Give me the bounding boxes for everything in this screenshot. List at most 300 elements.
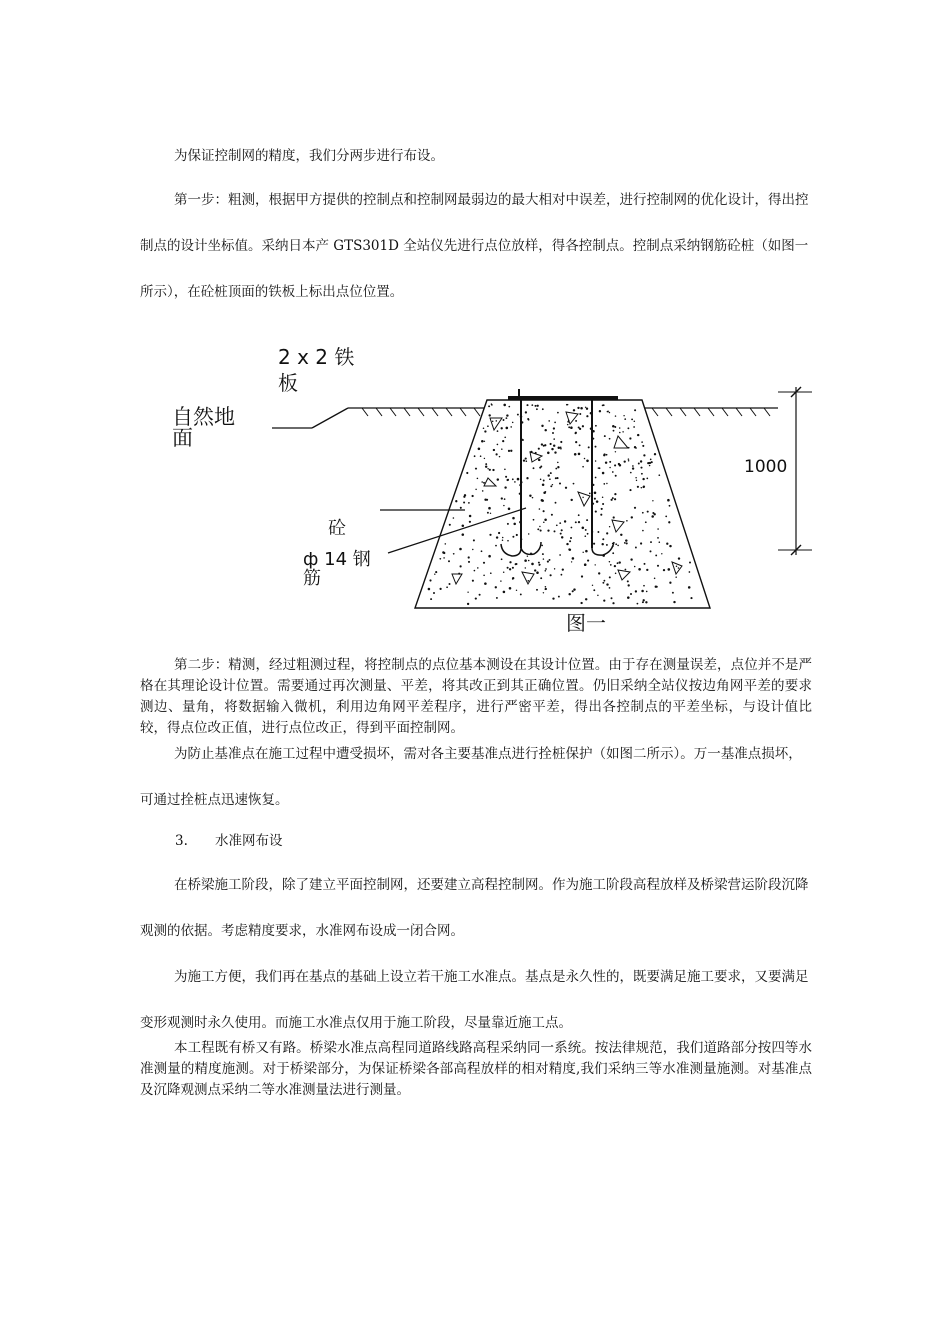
concrete-dot bbox=[488, 405, 490, 407]
concrete-dot bbox=[497, 478, 499, 480]
concrete-dot bbox=[572, 557, 575, 560]
section-number: 3. bbox=[175, 833, 188, 849]
concrete-dot bbox=[632, 467, 634, 469]
concrete-dot bbox=[482, 490, 484, 492]
concrete-dot bbox=[556, 524, 558, 526]
concrete-dot bbox=[490, 513, 491, 514]
concrete-dot bbox=[602, 538, 604, 540]
concrete-dot bbox=[541, 499, 544, 502]
concrete-dot bbox=[623, 415, 624, 416]
concrete-dot bbox=[585, 529, 587, 531]
concrete-dot bbox=[649, 465, 651, 467]
concrete-dot bbox=[548, 420, 550, 422]
concrete-dot bbox=[513, 523, 516, 526]
concrete-dot bbox=[658, 474, 660, 476]
concrete-dot bbox=[503, 572, 504, 573]
concrete-dot bbox=[582, 497, 583, 498]
concrete-dot bbox=[471, 495, 473, 497]
concrete-dot bbox=[525, 458, 527, 460]
concrete-dot bbox=[536, 571, 539, 574]
concrete-dot bbox=[642, 445, 644, 447]
concrete-dot bbox=[542, 408, 544, 410]
concrete-dot bbox=[541, 545, 543, 547]
concrete-dot bbox=[509, 587, 512, 590]
concrete-dot bbox=[589, 493, 591, 495]
concrete-dot bbox=[634, 409, 636, 411]
concrete-dot bbox=[508, 406, 510, 408]
concrete-dot bbox=[537, 528, 539, 530]
concrete-dot bbox=[553, 438, 555, 440]
concrete-dot bbox=[663, 569, 665, 571]
concrete-dot bbox=[527, 580, 529, 582]
concrete-dot bbox=[520, 593, 522, 595]
concrete-dot bbox=[612, 425, 615, 428]
concrete-dot bbox=[500, 580, 501, 581]
concrete-dot bbox=[626, 520, 628, 522]
concrete-dot bbox=[442, 551, 444, 553]
concrete-dot bbox=[628, 584, 630, 586]
concrete-dot bbox=[619, 561, 621, 563]
concrete-dot bbox=[575, 420, 577, 422]
concrete-dot bbox=[561, 574, 563, 576]
section-heading bbox=[175, 829, 283, 849]
concrete-dot bbox=[540, 530, 542, 532]
concrete-dot bbox=[586, 415, 588, 417]
concrete-dot bbox=[565, 487, 567, 489]
concrete-dot bbox=[627, 580, 629, 582]
concrete-dot bbox=[612, 602, 614, 604]
concrete-dot bbox=[501, 558, 503, 560]
concrete-dot bbox=[487, 468, 488, 469]
concrete-dot bbox=[469, 521, 471, 523]
concrete-dot bbox=[545, 568, 547, 570]
concrete-dot bbox=[628, 460, 630, 462]
concrete-dot bbox=[644, 563, 646, 565]
concrete-dot bbox=[475, 598, 477, 600]
concrete-dot bbox=[624, 542, 626, 544]
concrete-dot bbox=[570, 499, 572, 501]
concrete-dot bbox=[646, 569, 648, 571]
concrete-dot bbox=[631, 418, 633, 420]
concrete-dot bbox=[541, 425, 543, 427]
concrete-dot bbox=[507, 540, 509, 542]
concrete-dot bbox=[433, 592, 435, 594]
concrete-dot bbox=[675, 576, 677, 578]
concrete-dot bbox=[538, 459, 541, 462]
concrete-dot bbox=[525, 411, 527, 413]
concrete-dot bbox=[669, 545, 671, 547]
concrete-dot bbox=[573, 483, 575, 485]
concrete-dot bbox=[435, 571, 437, 573]
concrete-dot bbox=[528, 560, 530, 562]
concrete-dot bbox=[629, 489, 631, 491]
concrete-dot bbox=[568, 426, 570, 428]
concrete-dot bbox=[624, 418, 626, 420]
concrete-dot bbox=[517, 414, 519, 416]
concrete-dot bbox=[657, 565, 659, 567]
concrete-dot bbox=[510, 426, 512, 428]
concrete-dot bbox=[495, 545, 497, 547]
concrete-dot bbox=[488, 555, 491, 558]
concrete-dot bbox=[503, 404, 506, 407]
concrete-dot bbox=[654, 513, 656, 515]
concrete-dot bbox=[689, 571, 691, 573]
concrete-dot bbox=[613, 516, 615, 518]
concrete-dot bbox=[449, 524, 451, 526]
concrete-dot bbox=[492, 421, 493, 422]
concrete-dot bbox=[630, 472, 632, 474]
concrete-dot bbox=[647, 462, 649, 464]
concrete-dot bbox=[474, 455, 476, 457]
concrete-dot bbox=[503, 591, 506, 594]
concrete-dot bbox=[637, 603, 639, 605]
concrete-dot bbox=[568, 593, 570, 595]
concrete-dot bbox=[481, 481, 483, 483]
concrete-dot bbox=[625, 569, 627, 571]
plate-label-2: 板 bbox=[278, 371, 298, 395]
concrete-dot bbox=[634, 507, 636, 509]
concrete-dot bbox=[606, 483, 607, 484]
concrete-dot bbox=[666, 543, 668, 545]
concrete-dot bbox=[483, 482, 485, 484]
concrete-dot bbox=[612, 471, 614, 473]
concrete-dot bbox=[509, 568, 511, 570]
concrete-dot bbox=[551, 448, 553, 450]
concrete-dot bbox=[523, 459, 525, 461]
concrete-dot bbox=[443, 557, 445, 559]
concrete-dot bbox=[472, 549, 473, 550]
concrete-dot bbox=[604, 435, 606, 437]
concrete-dot bbox=[688, 586, 691, 589]
concrete-dot bbox=[453, 553, 455, 555]
concrete-dot bbox=[603, 483, 605, 485]
concrete-dot bbox=[595, 564, 596, 565]
concrete-dot bbox=[606, 532, 608, 534]
concrete-dot bbox=[627, 427, 629, 429]
concrete-dot bbox=[641, 441, 643, 443]
concrete-dot bbox=[496, 536, 498, 538]
concrete-dot bbox=[651, 461, 653, 463]
concrete-dot bbox=[531, 404, 533, 406]
concrete-dot bbox=[483, 428, 485, 430]
concrete-dot bbox=[582, 466, 584, 468]
concrete-dot bbox=[509, 561, 511, 563]
concrete-dot bbox=[554, 422, 556, 424]
concrete-dot bbox=[668, 500, 670, 502]
concrete-dot bbox=[552, 597, 554, 599]
concrete-dot bbox=[619, 432, 621, 434]
concrete-dot bbox=[609, 461, 611, 463]
concrete-dot bbox=[504, 486, 506, 488]
concrete-dot bbox=[489, 534, 491, 536]
concrete-dot bbox=[595, 446, 597, 448]
concrete-dot bbox=[603, 404, 605, 406]
concrete-dot bbox=[689, 562, 691, 564]
concrete-dot bbox=[497, 430, 499, 432]
concrete-dot bbox=[582, 552, 583, 553]
concrete-dot bbox=[642, 601, 644, 603]
concrete-dot bbox=[585, 598, 587, 600]
concrete-dot bbox=[640, 542, 642, 544]
concrete-dot bbox=[488, 414, 490, 416]
concrete-dot bbox=[506, 414, 508, 416]
concrete-dot bbox=[569, 540, 571, 542]
concrete-dot bbox=[544, 519, 547, 522]
concrete-dot bbox=[543, 491, 546, 494]
concrete-dot bbox=[541, 443, 543, 445]
concrete-dot bbox=[469, 515, 472, 518]
concrete-dot bbox=[453, 517, 455, 519]
concrete-dot bbox=[634, 420, 636, 422]
concrete-dot bbox=[586, 519, 588, 521]
concrete-dot bbox=[492, 469, 494, 471]
pile-outline bbox=[415, 400, 710, 608]
concrete-dot bbox=[629, 437, 631, 439]
concrete-dot bbox=[618, 463, 620, 465]
concrete-dot bbox=[654, 578, 656, 580]
concrete-dot bbox=[484, 458, 485, 459]
ground-slope-line bbox=[312, 408, 348, 428]
concrete-dot bbox=[678, 557, 680, 559]
concrete-dot bbox=[625, 539, 627, 541]
concrete-dot bbox=[552, 432, 554, 434]
concrete-dot bbox=[650, 550, 652, 552]
paragraph-leveling-standard: 本工程既有桥又有路。桥梁水准点高程同道路线路高程采纳同一系统。按法律规范，我们道路部分按四等水准测量的精度施测。对于桥梁部分，为保证桥梁各部高程放样的相对精度,我们采纳三等水准测量施测。对基准点及沉降观测点采纳二等水准测量法进行测量。 bbox=[140, 1040, 812, 1098]
concrete-dot bbox=[615, 573, 617, 575]
ground-hatch-left bbox=[362, 408, 480, 416]
concrete-dot bbox=[548, 474, 550, 476]
concrete-dot bbox=[515, 563, 517, 565]
concrete-dot bbox=[460, 565, 462, 567]
concrete-dot bbox=[603, 600, 605, 602]
concrete-dot bbox=[659, 541, 661, 543]
dimension-label: 1000 bbox=[744, 457, 788, 477]
concrete-dot bbox=[611, 597, 613, 599]
concrete-dot bbox=[627, 596, 630, 599]
concrete-dot bbox=[595, 477, 597, 479]
concrete-dot bbox=[554, 568, 555, 569]
concrete-dot bbox=[559, 482, 561, 484]
concrete-dot bbox=[477, 478, 479, 480]
concrete-dot bbox=[598, 467, 599, 468]
concrete-dot bbox=[635, 477, 636, 478]
concrete-dot bbox=[606, 454, 608, 456]
concrete-dot bbox=[487, 425, 489, 427]
concrete-dot bbox=[504, 469, 506, 471]
concrete-dot bbox=[637, 486, 639, 488]
concrete-dot bbox=[553, 427, 555, 429]
concrete-dot bbox=[630, 593, 632, 595]
concrete-dot bbox=[483, 575, 485, 577]
concrete-dot bbox=[531, 563, 534, 566]
concrete-dot bbox=[501, 427, 503, 429]
concrete-dot bbox=[594, 498, 596, 500]
concrete-dot bbox=[595, 460, 597, 462]
concrete-dot bbox=[588, 446, 590, 448]
concrete-dot bbox=[614, 565, 616, 567]
concrete-dot bbox=[564, 520, 566, 522]
concrete-dot bbox=[570, 426, 573, 429]
concrete-dot bbox=[502, 440, 504, 442]
concrete-dot bbox=[602, 582, 604, 584]
concrete-dot bbox=[484, 441, 485, 442]
ground-label-2: 面 bbox=[172, 426, 193, 450]
concrete-dot bbox=[507, 479, 509, 481]
concrete-dot bbox=[643, 599, 645, 601]
concrete-dot bbox=[460, 507, 462, 509]
concrete-dot bbox=[573, 588, 575, 590]
concrete-dot bbox=[611, 499, 613, 501]
concrete-dot bbox=[622, 431, 623, 432]
concrete-dot bbox=[634, 566, 636, 568]
concrete-dot bbox=[543, 445, 545, 447]
concrete-dot bbox=[584, 563, 587, 566]
concrete-dot bbox=[672, 592, 674, 594]
concrete-dot bbox=[549, 478, 551, 480]
concrete-dot bbox=[429, 579, 431, 581]
concrete-dot bbox=[478, 448, 481, 451]
paragraph-step-two: 第二步：精测，经过粗测过程，将控制点的点位基本测设在其设计位置。由于存在测量误差，点位并不是严格在其理论设计位置。需要通过再次测量、平差，将其改正到其正确位置。仍旧采纳全站仪按边角网平差的要求测边、量角，将数据输入微机，利用边角网平差程序，进行严密平差，得出各控制点的平差坐标，与设计值比较，得点位改正值，进行点位改正，得到平面控制网。 bbox=[140, 657, 812, 736]
concrete-dot bbox=[512, 567, 514, 569]
concrete-dot bbox=[467, 603, 469, 605]
section-title: 水准网布设 bbox=[215, 833, 283, 849]
concrete-dot bbox=[569, 549, 571, 551]
concrete-dot bbox=[609, 526, 610, 527]
concrete-dot bbox=[502, 539, 503, 540]
concrete-dot bbox=[526, 404, 528, 406]
concrete-dot bbox=[601, 543, 603, 545]
concrete-dot bbox=[612, 497, 614, 499]
concrete-dot bbox=[506, 427, 509, 430]
concrete-dot bbox=[678, 567, 680, 569]
rebar-label-1: ф 14 钢 bbox=[303, 549, 371, 570]
concrete-dot bbox=[475, 468, 477, 470]
concrete-dot bbox=[614, 426, 616, 428]
concrete-dot bbox=[575, 521, 577, 523]
concrete-dot bbox=[475, 489, 476, 490]
concrete-dot bbox=[614, 493, 616, 495]
concrete-dot bbox=[535, 405, 537, 407]
concrete-dot bbox=[647, 511, 649, 513]
concrete-dot bbox=[547, 452, 550, 455]
concrete-dot bbox=[491, 404, 493, 406]
concrete-dot bbox=[536, 589, 538, 591]
concrete-dot bbox=[624, 460, 626, 462]
concrete-dot bbox=[619, 427, 621, 429]
concrete-dot bbox=[462, 524, 465, 527]
concrete-dot bbox=[501, 448, 503, 450]
concrete-dot bbox=[580, 602, 582, 604]
concrete-dot bbox=[504, 436, 506, 438]
concrete-dot bbox=[508, 450, 510, 452]
concrete-dot bbox=[615, 415, 616, 416]
concrete-dot bbox=[539, 508, 541, 510]
concrete-dot bbox=[641, 590, 644, 593]
concrete-dot bbox=[510, 450, 512, 452]
ground-hatch-right bbox=[652, 408, 770, 416]
figure-concrete-pile bbox=[0, 330, 950, 640]
concrete-dot bbox=[550, 443, 552, 445]
concrete-dot bbox=[512, 478, 514, 480]
concrete-dot bbox=[557, 412, 559, 414]
concrete-dot bbox=[656, 586, 658, 588]
concrete-dot bbox=[512, 422, 514, 424]
concrete-dot bbox=[641, 473, 643, 475]
concrete-dot bbox=[540, 479, 542, 481]
concrete-dot bbox=[609, 561, 610, 562]
concrete-dot bbox=[614, 464, 616, 466]
concrete-dot bbox=[512, 536, 514, 538]
concrete-dot bbox=[552, 484, 553, 485]
concrete-dot bbox=[579, 413, 581, 415]
concrete-dot bbox=[579, 444, 581, 446]
concrete-dot bbox=[467, 592, 468, 593]
concrete-dot bbox=[560, 441, 562, 443]
concrete-label: 砼 bbox=[328, 518, 346, 539]
concrete-dot bbox=[597, 595, 598, 596]
concrete-dot bbox=[578, 453, 581, 456]
concrete-dot bbox=[545, 588, 547, 590]
concrete-dot bbox=[489, 469, 491, 471]
concrete-dot bbox=[584, 458, 586, 460]
concrete-dot bbox=[547, 530, 549, 532]
concrete-dot bbox=[615, 543, 617, 545]
concrete-dot bbox=[567, 424, 568, 425]
concrete-dot bbox=[446, 586, 448, 588]
concrete-dot bbox=[481, 440, 484, 443]
concrete-dot bbox=[614, 498, 616, 500]
concrete-dot bbox=[483, 562, 485, 564]
concrete-dot bbox=[571, 561, 572, 562]
concrete-dot bbox=[522, 439, 524, 441]
concrete-dot bbox=[654, 453, 656, 455]
concrete-dot bbox=[577, 407, 579, 409]
concrete-dot bbox=[586, 460, 589, 463]
paragraph-pile-protection: 为防止基准点在施工过程中遭受损坏，需对各主要基准点进行拴桩保护（如图二所示）。万一基准点损坏，可通过拴桩点迅速恢复。 bbox=[140, 746, 802, 808]
concrete-dot bbox=[514, 481, 516, 483]
concrete-dot bbox=[668, 521, 670, 523]
concrete-dot bbox=[502, 537, 504, 539]
concrete-dot bbox=[517, 478, 520, 481]
concrete-dot bbox=[542, 483, 545, 486]
concrete-dot bbox=[587, 533, 589, 535]
concrete-dot bbox=[477, 567, 479, 569]
concrete-dot bbox=[559, 522, 561, 524]
concrete-dot bbox=[652, 500, 653, 501]
concrete-dot bbox=[606, 544, 608, 546]
concrete-dot bbox=[592, 585, 593, 586]
concrete-dot bbox=[632, 465, 634, 467]
concrete-dot bbox=[526, 477, 528, 479]
concrete-dot bbox=[463, 501, 465, 503]
concrete-dot bbox=[655, 554, 657, 556]
plate-label-1: 2 x 2 铁 bbox=[278, 345, 355, 369]
concrete-dot bbox=[581, 575, 583, 577]
concrete-dot bbox=[544, 429, 546, 431]
concrete-dot bbox=[612, 552, 614, 554]
concrete-dot bbox=[498, 532, 500, 534]
concrete-dot bbox=[561, 536, 563, 538]
concrete-dot bbox=[527, 555, 528, 556]
concrete-dot bbox=[560, 448, 562, 450]
concrete-dot bbox=[555, 468, 557, 470]
concrete-dot bbox=[573, 409, 575, 411]
concrete-dot bbox=[635, 447, 637, 449]
concrete-dot bbox=[580, 407, 583, 410]
concrete-dot bbox=[638, 568, 641, 571]
concrete-dot bbox=[551, 514, 553, 516]
concrete-dot bbox=[578, 514, 580, 516]
